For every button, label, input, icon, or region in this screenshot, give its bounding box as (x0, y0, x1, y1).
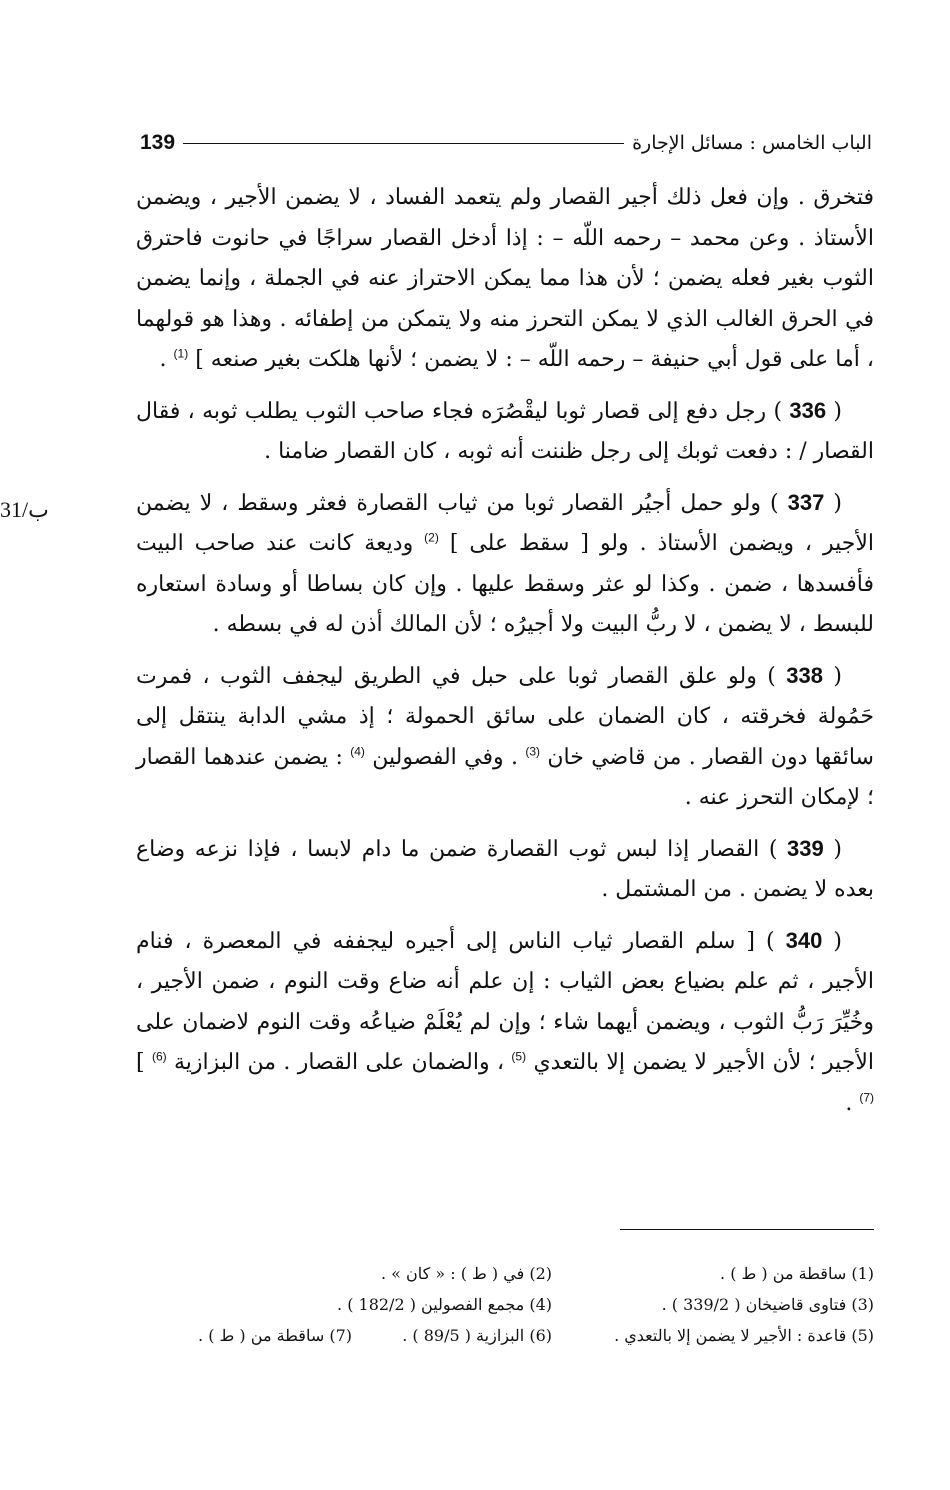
footnote-6: (6) البزازية ( 89/5 ) . (402, 1326, 552, 1345)
paragraph-text: ) رجل دفع إلى قصار ثوبا ليقْصُرَه فجاء صاحب الثوب يطلب ثوبه ، فقال القصار / : دفعت ثوبك إلى رجل ظننت أنه ثوبه ، كان القصار ضامنا . (136, 398, 874, 464)
paragraph-339 (136, 829, 874, 911)
main-text (136, 178, 874, 1134)
paragraph-text: . (845, 1090, 860, 1116)
footnote-row (136, 1320, 874, 1351)
paragraph-text: ، والضمان على القصار . من البزازية (166, 1050, 512, 1075)
paragraph-text: ) القصار إذا لبس ثوب القصارة ضمن ما دام لابسا ، فإذا نزعه وضاع بعده لا يضمن . من المشتمل . (136, 836, 874, 902)
footnote-ref-5[interactable]: (5) (511, 1049, 527, 1064)
entry-number: 339 (787, 835, 824, 861)
paren: ( (822, 928, 843, 954)
entry-number: 336 (789, 397, 827, 423)
footnote-7: (7) ساقطة من ( ط ) . (198, 1326, 352, 1345)
footnote-ref-7[interactable]: (7) (859, 1090, 874, 1105)
footnote-row (136, 1289, 874, 1320)
paragraph-text: ) [ سلم القصار ثياب الناس إلى أجيره ليجففه في المعصرة ، فنام الأجير ، ثم علم بضياع بعض الثياب : إن علم أنه ضاع وقت النوم ، ضمن الأجير ، وخُيِّرَ رَبُّ الثوب ، ويضمن أيهما شاء ؛ وإن لم يُعْلَمْ ضياعُه وقت النوم لاضمان على الأجير ؛ لأن الأجير لا يضمن إلا بالتعدي (136, 928, 875, 1075)
paragraph-337 (136, 483, 874, 646)
paragraph-text: ] (136, 1050, 152, 1075)
footnote-row (136, 1258, 874, 1289)
entry-number: 337 (787, 489, 825, 515)
running-title: الباب الخامس : مسائل الإجارة (632, 132, 872, 154)
paragraph-text: . (159, 347, 174, 372)
paragraph-text: ) ولو حمل أجيُر القصار ثوبا من ثياب القصارة فعثر وسقط ، لا يضمن الأجير ، ويضمن الأستاذ . ولو [ سقط على ] (136, 490, 874, 556)
footnote-ref-2[interactable]: (2) (424, 530, 439, 545)
paragraph-336 (136, 391, 874, 473)
header-rule (183, 143, 624, 144)
paragraph-text: : يضمن عندهما القصار ؛ لإمكان التحرز عنه . (136, 744, 874, 810)
footnote-separator (620, 1229, 874, 1230)
paragraph-338 (136, 656, 874, 819)
paren: ( (826, 398, 842, 424)
footnote-ref-3[interactable]: (3) (525, 744, 541, 759)
paragraph-text: . وفي الفصولين (364, 744, 526, 770)
paragraph-continuation (136, 178, 874, 381)
paragraph-340 (136, 921, 874, 1125)
footnote-5: (5) قاعدة : الأجير لا يضمن إلا بالتعدي . (614, 1326, 874, 1345)
footnote-ref-6[interactable]: (6) (151, 1049, 167, 1064)
running-header (140, 128, 872, 158)
paragraph-text: فتخرق . وإن فعل ذلك أجير القصار ولم يتعمد الفساد ، لا يضمن الأجير ، ويضمن الأستاذ . وعن محمد – رحمه اللّه – : إذا أدخل القصار سراجًا في حانوت فاحترق الثوب بغير فعله يضمن ؛ لأن هذا مما يمكن الاحتراز عنه في الجملة ، وإنما يضمن في الحرق الغالب الذي لا يمكن التحرز منه ولا يتمكن من إطفائه . وهذا هو قولهما ، أما على قول أبي حنيفة – رحمه اللّه – : لا يضمن ؛ لأنها هلكت بغير صنعه ] (136, 185, 874, 372)
entry-number: 338 (786, 662, 823, 688)
footnote-ref-1[interactable]: (1) (173, 346, 189, 361)
footnote-1: (1) ساقطة من ( ط ) . (720, 1264, 874, 1283)
footnote-3: (3) فتاوى قاضيخان ( 339/2 ) . (661, 1295, 874, 1314)
page-number: 139 (140, 131, 176, 154)
paren: ( (823, 836, 842, 862)
footnote-2: (2) في ( ط ) : « كان » . (380, 1264, 552, 1283)
paragraph-text: وديعة كانت عند صاحب البيت فأفسدها ، ضمن . وكذا لو عثر وسقط عليها . وإن كان بساطا أو وسادة استعاره للبسط ، لا يضمن ، لا ربُّ البيت ولا أجيرُه ؛ لأن المالك أذن له في بسطه . (136, 531, 874, 637)
footnote-ref-4[interactable]: (4) (350, 744, 365, 759)
paragraph-text: ) ولو علق القصار ثوبا على حبل في الطريق ليجفف الثوب ، فمرت حَمُولة فخرقته ، كان الضمان على سائق الحمولة ؛ إذ مشي الدابة ينتقل إلى سائقها دون القصار . من قاضي خان (136, 663, 874, 770)
paren: ( (823, 663, 843, 689)
entry-number: 340 (785, 927, 823, 953)
footnote-4: (4) مجمع الفصولين ( 182/2 ) . (337, 1295, 552, 1314)
folio-margin-note: 31/ب (0, 497, 49, 522)
footnotes (136, 1258, 874, 1351)
paren: ( (824, 490, 843, 516)
